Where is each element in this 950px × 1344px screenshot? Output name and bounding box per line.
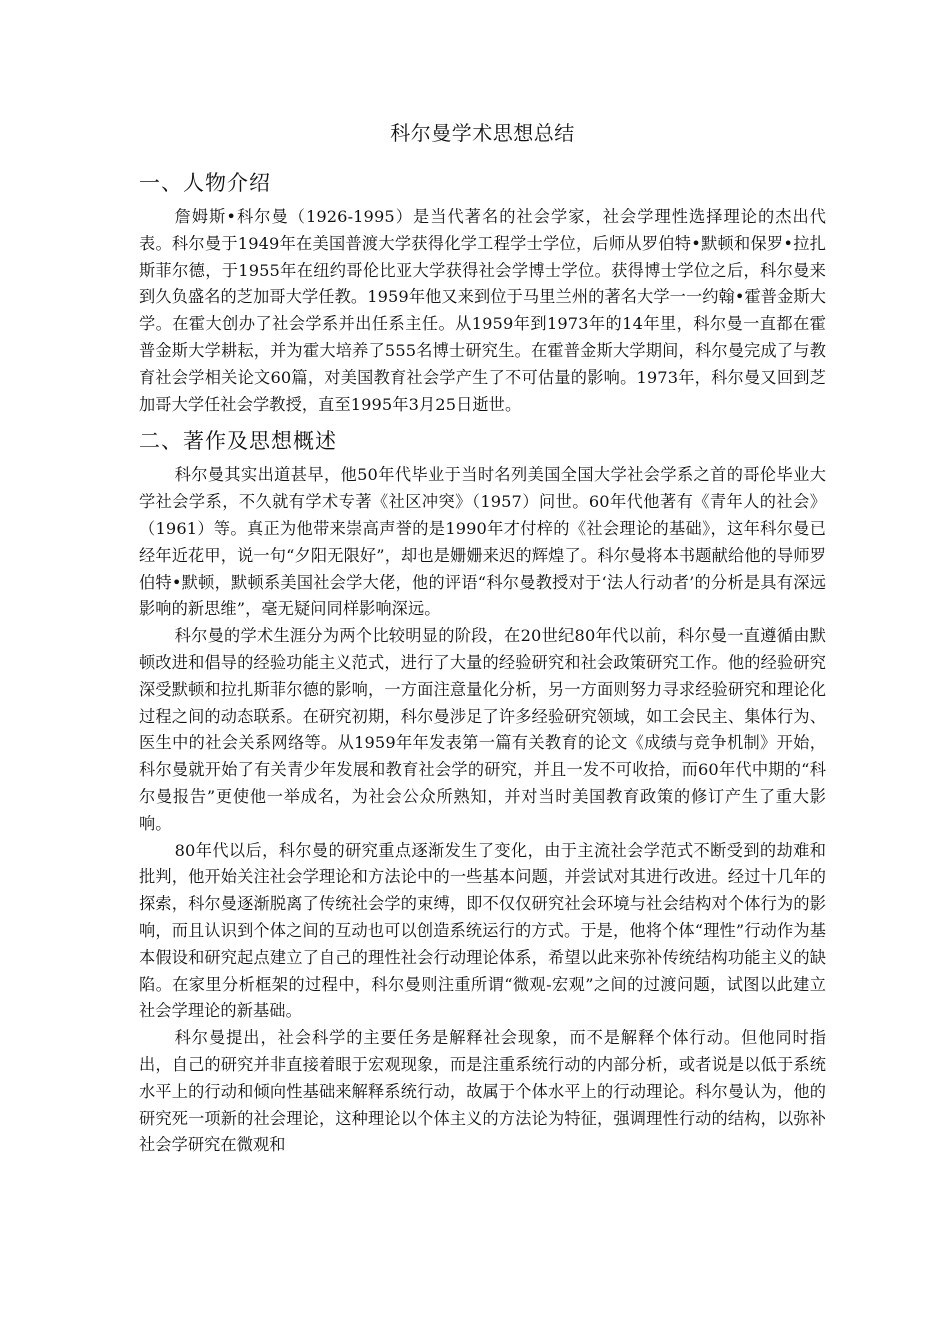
- section-biography: [139, 168, 826, 418]
- document-page: [139, 118, 826, 1167]
- paragraph: 80年代以后，科尔曼的研究重点逐渐发生了变化，由于主流社会学范式不断受到的劫难和批判，他开始关注社会学理论和方法论中的一些基本问题，并尝试对其进行改进。经过十几年的探索，科尔曼逐渐脱离了传统社会学的束缚，即不仅仅研究社会环境与社会结构对个体行为的影响，而且认识到个体之间的互动也可以创造系统运行的方式。于是，他将个体“理性”行动作为基本假设和研究起点建立了自己的理性社会行动理论体系，希望以此来弥补传统结构功能主义的缺陷。在家里分析框架的过程中，科尔曼则注重所谓“微观-宏观”之间的过渡问题，试图以此建立社会学理论的新基础。: [139, 840, 826, 1021]
- section-works: [139, 426, 826, 1159]
- paragraph: 科尔曼的学术生涯分为两个比较明显的阶段，在20世纪80年代以前，科尔曼一直遵循由默顿改进和倡导的经验功能主义范式，进行了大量的经验研究和社会政策研究工作。他的经验研究深受默顿和拉扎斯菲尔德的影响，一方面注意量化分析，另一方面则努力寻求经验研究和理论化过程之间的动态联系。在研究初期，科尔曼涉足了许多经验研究领域，如工会民主、集体行为、医生中的社会关系网络等。从1959年年发表第一篇有关教育的论文《成绩与竞争机制》开始，科尔曼就开始了有关青少年发展和教育社会学的研究，并且一发不可收拾，而60年代中期的“科尔曼报告”更使他一举成名，为社会公众所熟知，并对当时美国教育政策的修订产生了重大影响。: [139, 626, 826, 833]
- document-title: 科尔曼学术思想总结: [390, 121, 575, 145]
- section-heading-works: 二、著作及思想概述: [139, 429, 337, 454]
- section-heading-biography: 一、人物介绍: [139, 171, 271, 195]
- paragraph: 科尔曼其实出道甚早，他50年代毕业于当时名列美国全国大学社会学系之首的哥伦毕业大学社会学系，不久就有学术专著《社区冲突》（1957）问世。60年代他著有《青年人的社会》（1961）等。真正为他带来崇高声誉的是1990年才付梓的《社会理论的基础》，这年科尔曼已经年近花甲，说一句“夕阳无限好”，却也是姗姗来迟的辉煌了。科尔曼将本书题献给他的导师罗伯特•默顿，默顿系美国社会学大佬，他的评语“科尔曼教授对于‘法人行动者’的分析是具有深远影响的新思维”，毫无疑问同样影响深远。: [139, 465, 826, 619]
- paragraph: 科尔曼提出，社会科学的主要任务是解释社会现象，而不是解释个体行动。但他同时指出，自己的研究并非直接着眼于宏观现象，而是注重系统行动的内部分析，或者说是以低于系统水平上的行动和倾向性基础来解释系统行动，故属于个体水平上的行动理论。科尔曼认为，他的研究死一项新的社会理论，这种理论以个体主义的方法论为特征，强调理性行动的结构，以弥补社会学研究在微观和: [139, 1028, 826, 1155]
- paragraph: 詹姆斯•科尔曼（1926-1995）是当代著名的社会学家，社会学理性选择理论的杰出代表。科尔曼于1949年在美国普渡大学获得化学工程学士学位，后师从罗伯特•默顿和保罗•拉扎斯菲尔德，于1955年在纽约哥伦比亚大学获得社会学博士学位。获得博士学位之后，科尔曼来到久负盛名的芝加哥大学任教。1959年他又来到位于马里兰州的著名大学一一约翰•霍普金斯大学。在霍大创办了社会学系并出任系主任。从1959年到1973年的14年里，科尔曼一直都在霍普金斯大学耕耘，并为霍大培养了555名博士研究生。在霍普金斯大学期间，科尔曼完成了与教育社会学相关论文60篇，对美国教育社会学产生了不可估量的影响。1973年，科尔曼又回到芝加哥大学任社会学教授，直至1995年3月25日逝世。: [139, 207, 826, 414]
